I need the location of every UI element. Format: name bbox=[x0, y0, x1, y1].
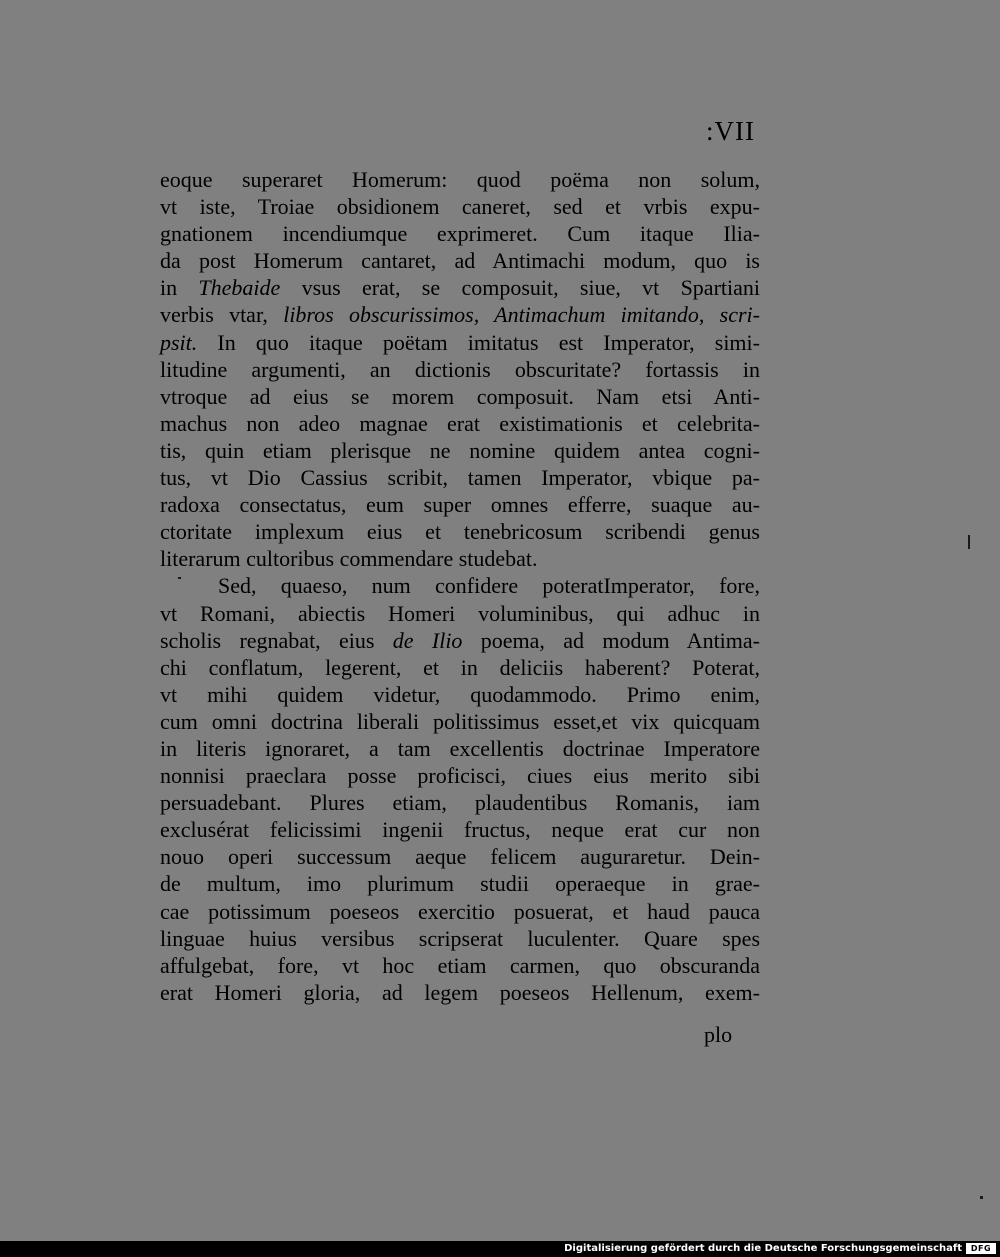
text-line: affulgebat, fore, vt hoc etiam carmen, quo obscuranda bbox=[160, 952, 760, 978]
text-line: linguae huius versibus scripserat luculenter. Quare spes bbox=[160, 925, 760, 951]
text-line: erat Homeri gloria, ad legem poeseos Hellenum, exem- bbox=[160, 979, 760, 1005]
text-line: nouo operi successum aeque felicem auguraretur. Dein- bbox=[160, 844, 760, 870]
ink-speck bbox=[968, 535, 970, 549]
text-line: vt iste, Troiae obsidionem caneret, sed et vrbis expu- bbox=[160, 194, 760, 220]
text-line: machus non adeo magnae erat existimationis et celebrita- bbox=[160, 410, 760, 436]
text-line: psit. In quo itaque poëtam imitatus est Imperator, simi- bbox=[160, 329, 760, 355]
catchword: plo bbox=[704, 1022, 733, 1047]
text-line: verbis vtar, libros obscurissimos, Antimachum imitando, scri- bbox=[160, 302, 760, 328]
text-line: de multum, imo plurimum studii operaeque in grae- bbox=[160, 871, 760, 897]
text-line: literarum cultoribus commendare studebat. bbox=[160, 546, 538, 572]
text-line: cae potissimum poeseos exercitio posuerat, et haud pauca bbox=[160, 898, 760, 924]
italic-text: psit. bbox=[160, 329, 198, 355]
text-line: chi conflatum, legerent, et in deliciis haberent? Poterat, bbox=[160, 654, 760, 680]
italic-text: de Ilio bbox=[392, 627, 463, 653]
text-line: radoxa consectatus, eum super omnes efferre, suaque au- bbox=[160, 492, 760, 518]
page-number: :VII bbox=[706, 116, 755, 146]
text-line: gnationem incendiumque exprimeret. Cum itaque Ilia- bbox=[160, 221, 760, 247]
text-line: tus, vt Dio Cassius scribit, tamen Imperator, vbique pa- bbox=[160, 465, 760, 491]
text-line: litudine argumenti, an dictionis obscuritate? fortassis in bbox=[160, 356, 760, 382]
text-line: persuadebant. Plures etiam, plaudentibus Romanis, iam bbox=[160, 790, 760, 816]
text-line: nonnisi praeclara posse proficisci, ciues eius merito sibi bbox=[160, 763, 760, 789]
text-line: ctoritate implexum eius et tenebricosum scribendi genus bbox=[160, 519, 760, 545]
ink-speck bbox=[980, 1196, 983, 1199]
text-line: vt mihi quidem videtur, quodammodo. Primo enim, bbox=[160, 681, 760, 707]
italic-text: libros obscurissimos, Antimachum imitando, scri- bbox=[283, 302, 760, 328]
text-line: in literis ignoraret, a tam excellentis doctrinae Imperatore bbox=[160, 735, 760, 761]
text-line: eoque superaret Homerum: quod poëma non solum, bbox=[160, 167, 760, 192]
text-line: da post Homerum cantaret, ad Antimachi modum, quo is bbox=[160, 248, 760, 274]
text-line: vtroque ad eius se morem composuit. Nam etsi Anti- bbox=[160, 383, 760, 409]
text-line: in Thebaide vsus erat, se composuit, siue, vt Spartiani bbox=[160, 275, 760, 301]
text-line: tis, quin etiam plerisque ne nomine quidem antea cogni- bbox=[160, 437, 760, 463]
text-line: vt Romani, abiectis Homeri voluminibus, qui adhuc in bbox=[160, 600, 760, 626]
dfg-logo: DFG bbox=[966, 1243, 996, 1254]
text-line: exclusérat felicissimi ingenii fructus, neque erat cur non bbox=[160, 817, 760, 843]
text-line: scholis regnabat, eius de Ilio poema, ad modum Antima- bbox=[160, 627, 760, 653]
italic-text: Thebaide bbox=[198, 275, 281, 301]
text-line: Sed, quaeso, num confidere poteratImperator, fore, bbox=[218, 573, 760, 599]
footer-credit: Digitalisierung gefördert durch die Deutsche Forschungsgemeinschaft bbox=[564, 1243, 962, 1254]
ink-speck bbox=[178, 577, 181, 579]
text-line: cum omni doctrina liberali politissimus esset,et vix quicquam bbox=[160, 708, 760, 734]
body-text bbox=[160, 166, 760, 1006]
